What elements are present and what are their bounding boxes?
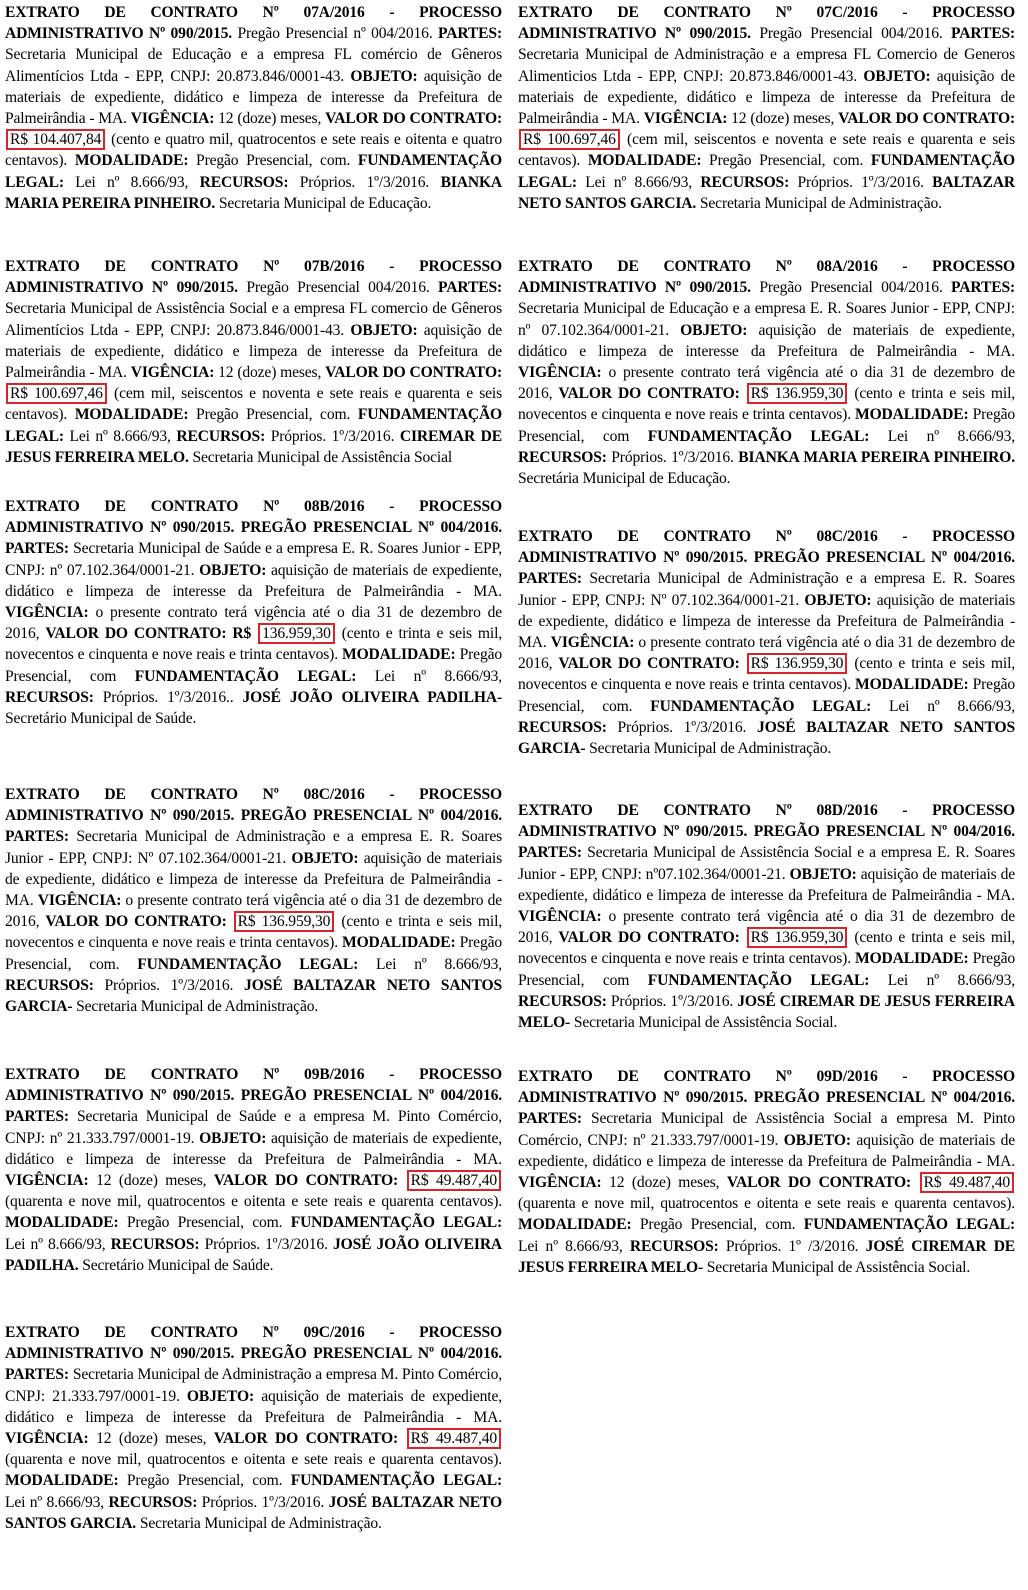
partes-text: Secretaria Municipal de Assistência Social e a empresa E. R. Soares Junior - EPP, CNPJ: nº07.102.364/0001-21. — [518, 844, 1015, 883]
vigencia-text: 12 (doze) meses, — [96, 1430, 207, 1448]
objeto-text: aquisição de materiais de expediente, didático e limpeza de interesse da Prefeitura de Palmeirândia - MA. — [5, 849, 502, 910]
vigencia-text: 12 (doze) meses, — [609, 1174, 720, 1192]
fundamentacao-text: Lei nº 8.666/93, — [889, 697, 1015, 715]
fundamentacao-text: Lei nº 8.666/93, — [887, 427, 1015, 445]
cargo: Secretário Municipal de Saúde. — [5, 710, 197, 728]
pregao-text: Pregão Presencial nº 004/2016. — [237, 25, 433, 43]
vigencia-label: VIGÊNCIA: — [518, 1174, 602, 1192]
signatario: JOSÉ CIREMAR DE JESUS FERREIRA MELO- — [518, 1237, 1016, 1276]
fundamentacao-label: FUNDAMENTAÇÃO LEGAL: — [290, 1472, 503, 1490]
cargo: Secretaria Municipal de Administração. — [699, 194, 942, 212]
modalidade-text: Pregão Presencial, com. — [709, 152, 864, 170]
valor-extenso: (quarenta e nove mil, quatrocentos e oitenta e sete reais e quarenta centavos). — [5, 1193, 502, 1211]
vigencia-text: o presente contrato terá vigência até o dia 31 de dezembro de 2016, — [5, 604, 503, 643]
fundamentacao-text: Lei nº 8.666/93, — [5, 1235, 106, 1253]
extrato-title: EXTRATO DE CONTRATO Nº 07A/2016 - PROCESSO ADMINISTRATIVO Nº 090/2015. — [5, 4, 502, 43]
fundamentacao-label: FUNDAMENTAÇÃO LEGAL: — [134, 667, 357, 685]
objeto-label: OBJETO: — [789, 865, 857, 883]
cargo: Secretaria Municipal de Assistência Social. — [573, 1014, 838, 1032]
objeto-label: OBJETO: — [804, 591, 872, 609]
modalidade-label: MODALIDADE: — [74, 152, 189, 170]
fundamentacao-label: FUNDAMENTAÇÃO LEGAL: — [5, 152, 503, 191]
valor-label: VALOR DO CONTRATO: — [325, 110, 503, 128]
extrato-09b — [5, 1064, 502, 1276]
vigencia-label: VIGÊNCIA: — [5, 1430, 89, 1448]
valor-highlight: R$ 49.487,40 — [920, 1172, 1014, 1193]
modalidade-label: MODALIDADE: — [518, 1216, 632, 1234]
recursos-label: RECURSOS: — [518, 448, 607, 466]
vigencia-text: 12 (doze) meses, — [731, 110, 835, 128]
valor-highlight: 136.959,30 — [258, 623, 335, 644]
recursos-text: Próprios. 1º/3/2016. — [104, 976, 234, 994]
valor-extenso: (cem mil, seiscentos e noventa e sete reais e quarenta e seis centavos). — [518, 131, 1015, 170]
extrato-title: EXTRATO DE CONTRATO Nº 09C/2016 - PROCESSO ADMINISTRATIVO Nº 090/2015. PREGÃO PRESENCIAL Nº 004/2016. — [5, 1324, 502, 1363]
recursos-label: RECURSOS: — [700, 173, 790, 191]
cargo: Secretária Municipal de Educação. — [518, 470, 731, 488]
valor-label: VALOR DO CONTRATO: — [558, 929, 740, 947]
objeto-label: OBJETO: — [199, 1129, 267, 1147]
recursos-text: Próprios. 1º/3/2016. — [201, 1493, 325, 1511]
valor-extenso: (cento e trinta e seis mil, novecentos e cinquenta e nove reais e trinta centavos). — [518, 385, 1016, 424]
recursos-text: Próprios. 1º/3/2016.. — [102, 688, 234, 706]
modalidade-label: MODALIDADE: — [5, 1472, 119, 1490]
valor-label: VALOR DO CONTRATO: — [558, 655, 740, 673]
recursos-label: RECURSOS: — [5, 688, 94, 706]
objeto-label: OBJETO: — [186, 1387, 255, 1405]
cargo: Secretaria Municipal de Assistência Social. — [706, 1258, 971, 1276]
extrato-09c — [5, 1322, 502, 1534]
objeto-label: OBJETO: — [863, 67, 931, 85]
signatario: BALTAZAR NETO SANTOS GARCIA. — [518, 173, 1015, 212]
fundamentacao-label: FUNDAMENTAÇÃO LEGAL: — [647, 427, 870, 445]
partes-label: PARTES: — [518, 844, 582, 862]
modalidade-label: MODALIDADE: — [587, 152, 702, 170]
objeto-label: OBJETO: — [291, 849, 359, 867]
extrato-title: EXTRATO DE CONTRATO Nº 08D/2016 - PROCESSO ADMINISTRATIVO Nº 090/2015. PREGÃO PRESENCIAL Nº 004/2016. — [518, 802, 1015, 841]
fundamentacao-label: FUNDAMENTAÇÃO LEGAL: — [803, 1216, 1016, 1234]
pregao-text: Pregão Presencial 004/2016. — [759, 25, 943, 43]
modalidade-text: Pregão Presencial, com. — [126, 1214, 283, 1232]
partes-label: PARTES: — [5, 540, 69, 558]
signatario: JOSÉ BALTAZAR NETO SANTOS GARCIA. — [5, 1493, 502, 1532]
vigencia-label: VIGÊNCIA: — [550, 634, 635, 652]
extrato-title: EXTRATO DE CONTRATO Nº 08A/2016 - PROCESSO ADMINISTRATIVO Nº 090/2015. — [518, 258, 1015, 297]
cargo: Secretaria Municipal de Administração. — [139, 1514, 382, 1532]
recursos-label: RECURSOS: — [5, 976, 94, 994]
vigencia-label: VIGÊNCIA: — [130, 364, 215, 382]
vigencia-text: o presente contrato terá vigência até o dia 31 de dezembro de 2016, — [518, 634, 1015, 673]
vigencia-label: VIGÊNCIA: — [518, 908, 602, 926]
vigencia-label: VIGÊNCIA: — [37, 892, 122, 910]
valor-extenso: (cento e trinta e seis mil, novecentos e cinquenta e nove reais e trinta centavos). — [5, 913, 503, 952]
objeto-text: aquisição de materiais de expediente, didático e limpeza de interesse da Prefeitura de Palmeirândia - MA. — [5, 561, 503, 600]
modalidade-label: MODALIDADE: — [342, 646, 456, 664]
extrato-07a — [5, 2, 502, 214]
partes-label: PARTES: — [951, 25, 1016, 43]
fundamentacao-label: FUNDAMENTAÇÃO LEGAL: — [290, 1214, 503, 1232]
vigencia-label: VIGÊNCIA: — [643, 110, 728, 128]
fundamentacao-label: FUNDAMENTAÇÃO LEGAL: — [650, 697, 872, 715]
partes-text: Secretaria Municipal de Saúde e a empresa E. R. Soares Junior - EPP, CNPJ: nº 07.102.364/0001-21. — [5, 540, 503, 579]
signatario: JOSÉ JOÃO OLIVEIRA PADILHA. — [5, 1235, 503, 1274]
extrato-09d — [518, 1066, 1015, 1278]
vigencia-label: VIGÊNCIA: — [130, 110, 215, 128]
partes-label: PARTES: — [438, 25, 502, 43]
extrato-08d — [518, 800, 1015, 1033]
valor-highlight: R$ 100.697,46 — [6, 383, 107, 404]
partes-label: PARTES: — [438, 279, 503, 297]
partes-text: Secretaria Municipal de Administração e a empresa E. R. Soares Junior - EPP, CNPJ: Nº 07.102.364/0001-21. — [5, 828, 503, 867]
objeto-text: aquisição de materiais de expediente, didático e limpeza de interesse da Prefeitura de Palmeirândia - MA. — [518, 321, 1016, 360]
valor-label: VALOR DO CONTRATO: R$ — [45, 625, 252, 643]
cargo: Secretaria Municipal de Assistência Social — [192, 448, 453, 466]
recursos-label: RECURSOS: — [518, 718, 607, 736]
valor-extenso: (cento e trinta e seis mil, novecentos e cinquenta e nove reais e trinta centavos). — [518, 929, 1016, 968]
recursos-text: Próprios. 1º/3/2016. — [617, 718, 747, 736]
recursos-label: RECURSOS: — [108, 1493, 198, 1511]
modalidade-text: Pregão Presencial, com — [5, 646, 503, 685]
vigencia-text: o presente contrato terá vigência até o dia 31 de dezembro de 2016, — [518, 364, 1016, 403]
recursos-text: Próprios. 1º/3/2016. — [610, 992, 734, 1010]
recursos-label: RECURSOS: — [518, 992, 607, 1010]
valor-label: VALOR DO CONTRATO: — [325, 364, 503, 382]
cargo: Secretaria Municipal de Administração. — [589, 740, 832, 758]
recursos-label: RECURSOS: — [110, 1235, 200, 1253]
signatario: JOSÉ BALTAZAR NETO SANTOS GARCIA- — [518, 718, 1016, 758]
fundamentacao-text: Lei nº 8.666/93, — [887, 971, 1015, 989]
partes-text: Secretaria Municipal de Administração e a empresa E. R. Soares Junior - EPP, CNPJ: Nº 07.102.364/0001-21. — [518, 570, 1016, 609]
vigencia-label: VIGÊNCIA: — [5, 604, 89, 622]
valor-label: VALOR DO CONTRATO: — [213, 1430, 399, 1448]
signatario: JOSÉ BALTAZAR NETO SANTOS GARCIA- — [5, 976, 503, 1016]
valor-extenso: (cento e trinta e seis mil, novecentos e cinquenta e nove reais e trinta centavos). — [5, 625, 503, 664]
partes-text: Secretaria Municipal de Educação e a empresa FL comércio de Gêneros Alimentícios Ltda - EPP, CNPJ: 20.873.846/0001-43. — [5, 46, 502, 85]
extrato-08b — [5, 496, 502, 729]
valor-extenso: (cento e quatro mil, quatrocentos e sete reais e oitenta e quatro centavos). — [5, 131, 502, 170]
partes-label: PARTES: — [5, 1108, 69, 1126]
extrato-title: EXTRATO DE CONTRATO Nº 08C/2016 - PROCESSO ADMINISTRATIVO Nº 090/2015. PREGÃO PRESENCIAL Nº 004/2016. — [5, 786, 502, 825]
vigencia-label: VIGÊNCIA: — [518, 364, 602, 382]
extrato-title: EXTRATO DE CONTRATO Nº 07C/2016 - PROCESSO ADMINISTRATIVO Nº 090/2015. — [518, 4, 1015, 43]
extrato-title: EXTRATO DE CONTRATO Nº 08B/2016 - PROCESSO ADMINISTRATIVO Nº 090/2015. PREGÃO PRESENCIAL Nº 004/2016. — [5, 498, 502, 537]
modalidade-label: MODALIDADE: — [855, 950, 969, 968]
fundamentacao-text: Lei nº 8.666/93, — [75, 173, 189, 191]
valor-highlight: R$ 136.959,30 — [234, 911, 335, 932]
valor-highlight: R$ 136.959,30 — [747, 653, 848, 674]
vigencia-text: o presente contrato terá vigência até o dia 31 de dezembro de 2016, — [518, 908, 1016, 947]
valor-label: VALOR DO CONTRATO: — [558, 385, 740, 403]
extrato-07b — [5, 256, 502, 468]
cargo: Secretaria Municipal de Educação. — [218, 194, 432, 212]
fundamentacao-label: FUNDAMENTAÇÃO LEGAL: — [647, 971, 870, 989]
valor-extenso: (cento e trinta e seis mil, novecentos e cinquenta e nove reais e trinta centavos). — [518, 655, 1016, 694]
fundamentacao-label: FUNDAMENTAÇÃO LEGAL: — [518, 152, 1016, 191]
valor-label: VALOR DO CONTRATO: — [213, 1172, 399, 1190]
extrato-08a — [518, 256, 1015, 489]
fundamentacao-text: Lei nº 8.666/93, — [374, 667, 502, 685]
modalidade-text: Pregão Presencial, com. — [126, 1472, 283, 1490]
partes-text: Secretaria Municipal de Administração e a empresa FL Comercio de Generos Alimenticios Ltda - EPP, CNPJ: 20.873.846/0001-43. — [518, 46, 1015, 85]
fundamentacao-text: Lei nº 8.666/93, — [518, 1237, 623, 1255]
partes-text: Secretaria Municipal de Assistência Social e a empresa FL comercio de Gêneros Alimentícios Ltda - EPP, CNPJ: 20.873.846/0001-43. — [5, 300, 502, 339]
pregao-text: Pregão Presencial 004/2016. — [246, 279, 430, 297]
fundamentacao-text: Lei nº 8.666/93, — [69, 427, 171, 445]
fundamentacao-label: FUNDAMENTAÇÃO LEGAL: — [137, 955, 359, 973]
objeto-text: aquisição de materiais de expediente, didático e limpeza de interesse da Prefeitura de Palmeirândia - MA. — [518, 865, 1016, 904]
partes-label: PARTES: — [518, 1110, 582, 1128]
recursos-label: RECURSOS: — [176, 427, 266, 445]
extrato-title: EXTRATO DE CONTRATO Nº 08C/2016 - PROCESSO ADMINISTRATIVO Nº 090/2015. PREGÃO PRESENCIAL Nº 004/2016. — [518, 528, 1015, 567]
valor-highlight: R$ 49.487,40 — [407, 1170, 501, 1191]
recursos-text: Próprios. 1º/3/2016. — [299, 173, 430, 191]
vigencia-text: o presente contrato terá vigência até o dia 31 de dezembro de 2016, — [5, 892, 502, 931]
objeto-label: OBJETO: — [199, 561, 267, 579]
recursos-label: RECURSOS: — [629, 1237, 719, 1255]
recursos-text: Próprios. 1º/3/2016. — [270, 427, 395, 445]
partes-label: PARTES: — [5, 828, 69, 846]
recursos-text: Próprios. 1º/3/2016. — [204, 1235, 328, 1253]
vigencia-text: 12 (doze) meses, — [218, 110, 322, 128]
modalidade-text: Pregão Presencial, com. — [639, 1216, 796, 1234]
recursos-text: Próprios. 1º/3/2016. — [797, 173, 924, 191]
extrato-08c — [5, 784, 502, 1017]
partes-text: Secretaria Municipal de Educação e a empresa E. R. Soares Junior - EPP, CNPJ: nº 07.102.364/0001-21. — [518, 300, 1015, 339]
modalidade-text: Pregão Presencial, com. — [196, 406, 351, 424]
valor-extenso: (quarenta e nove mil, quatrocentos e oitenta e sete reais e quarenta centavos). — [518, 1195, 1015, 1213]
fundamentacao-text: Lei nº 8.666/93, — [585, 173, 693, 191]
valor-extenso: (quarenta e nove mil, quatrocentos e oitenta e sete reais e quarenta centavos). — [5, 1451, 502, 1469]
modalidade-text: Pregão Presencial, com. — [518, 676, 1016, 715]
fundamentacao-label: FUNDAMENTAÇÃO LEGAL: — [5, 406, 503, 445]
cargo: Secretário Municipal de Saúde. — [82, 1256, 274, 1274]
valor-highlight: R$ 136.959,30 — [747, 383, 848, 404]
objeto-text: aquisição de materiais de expediente, didático e limpeza de interesse da Prefeitura de Palmeirândia - MA. — [5, 321, 503, 382]
modalidade-text: Pregão Presencial, com. — [5, 934, 503, 973]
partes-text: Secretaria Municipal de Saúde e a empresa M. Pinto Comércio, CNPJ: nº 21.333.797/0001-19. — [5, 1108, 503, 1147]
objeto-label: OBJETO: — [350, 321, 418, 339]
modalidade-text: Pregão Presencial, com — [518, 950, 1016, 989]
extrato-title: EXTRATO DE CONTRATO Nº 09D/2016 - PROCESSO ADMINISTRATIVO Nº 090/2015. PREGÃO PRESENCIAL Nº 004/2016. — [518, 1068, 1015, 1107]
objeto-label: OBJETO: — [783, 1131, 851, 1149]
extrato-title: EXTRATO DE CONTRATO Nº 07B/2016 - PROCESSO ADMINISTRATIVO Nº 090/2015. — [5, 258, 502, 297]
modalidade-label: MODALIDADE: — [855, 676, 969, 694]
objeto-text: aquisição de materiais de expediente, didático e limpeza de interesse da Prefeitura de Palmeirândia - MA. — [5, 1129, 503, 1168]
fundamentacao-text: Lei nº 8.666/93, — [5, 1493, 105, 1511]
modalidade-text: Pregão Presencial, com — [518, 406, 1016, 445]
fundamentacao-text: Lei nº 8.666/93, — [376, 955, 502, 973]
partes-label: PARTES: — [518, 570, 582, 588]
objeto-label: OBJETO: — [350, 67, 418, 85]
objeto-text: aquisição de materiais de expediente, didático e limpeza de interesse da Prefeitura de Palmeirândia - MA. — [518, 1131, 1016, 1170]
partes-label: PARTES: — [951, 279, 1016, 297]
objeto-text: aquisição de materiais de expediente, didático e limpeza de interesse da Prefeitura de Palmeirândia - MA. — [5, 67, 503, 128]
objeto-text: aquisição de materiais de expediente, didático e limpeza de interesse da Prefeitura de Palmeirândia - MA. — [5, 1387, 503, 1426]
valor-extenso: (cem mil, seiscentos e noventa e sete reais e quarenta e seis centavos). — [5, 385, 502, 424]
partes-label: PARTES: — [5, 1366, 69, 1384]
cargo: Secretaria Municipal de Administração. — [76, 998, 319, 1016]
objeto-label: OBJETO: — [680, 321, 748, 339]
signatario: BIANKA MARIA PEREIRA PINHEIRO. — [5, 173, 503, 212]
vigencia-text: 12 (doze) meses, — [218, 364, 322, 382]
modalidade-label: MODALIDADE: — [74, 406, 189, 424]
signatario: CIREMAR DE JESUS FERREIRA MELO. — [5, 427, 502, 466]
pregao-text: Pregão Presencial 004/2016. — [759, 279, 943, 297]
signatario: JOSÉ CIREMAR DE JESUS FERREIRA MELO- — [518, 992, 1016, 1032]
signatario: BIANKA MARIA PEREIRA PINHEIRO. — [738, 448, 1015, 466]
extrato-title: EXTRATO DE CONTRATO Nº 09B/2016 - PROCESSO ADMINISTRATIVO Nº 090/2015. PREGÃO PRESENCIAL Nº 004/2016. — [5, 1066, 502, 1105]
modalidade-label: MODALIDADE: — [5, 1214, 119, 1232]
valor-label: VALOR DO CONTRATO: — [45, 913, 227, 931]
objeto-text: aquisição de materiais de expediente, didático e limpeza de interesse da Prefeitura de Palmeirândia - MA. — [518, 591, 1015, 652]
extrato-07c — [518, 2, 1015, 214]
recursos-text: Próprios. 1º/3/2016. — [611, 448, 734, 466]
valor-highlight: R$ 100.697,46 — [519, 129, 620, 150]
vigencia-label: VIGÊNCIA: — [5, 1172, 89, 1190]
valor-highlight: R$ 49.487,40 — [407, 1428, 501, 1449]
partes-text: Secretaria Municipal de Assistência Social a empresa M. Pinto Comércio, CNPJ: nº 21.333.797/0001-19. — [518, 1110, 1015, 1149]
vigencia-text: 12 (doze) meses, — [96, 1172, 207, 1190]
partes-text: Secretaria Municipal de Administração a empresa M. Pinto Comércio, CNPJ: 21.333.797/0001-19. — [5, 1366, 502, 1405]
valor-highlight: R$ 136.959,30 — [747, 927, 848, 948]
recursos-label: RECURSOS: — [199, 173, 289, 191]
objeto-text: aquisição de materiais de expediente, didático e limpeza de interesse da Prefeitura de Palmeirândia - MA. — [518, 67, 1016, 128]
modalidade-label: MODALIDADE: — [342, 934, 456, 952]
recursos-text: Próprios. 1º /3/2016. — [725, 1237, 859, 1255]
extrato-08c-right — [518, 526, 1015, 759]
signatario: JOSÉ JOÃO OLIVEIRA PADILHA- — [242, 688, 503, 706]
valor-label: VALOR DO CONTRATO: — [838, 110, 1016, 128]
modalidade-text: Pregão Presencial, com. — [196, 152, 351, 170]
valor-label: VALOR DO CONTRATO: — [726, 1174, 912, 1192]
valor-highlight: R$ 104.407,84 — [6, 129, 105, 150]
modalidade-label: MODALIDADE: — [855, 406, 969, 424]
